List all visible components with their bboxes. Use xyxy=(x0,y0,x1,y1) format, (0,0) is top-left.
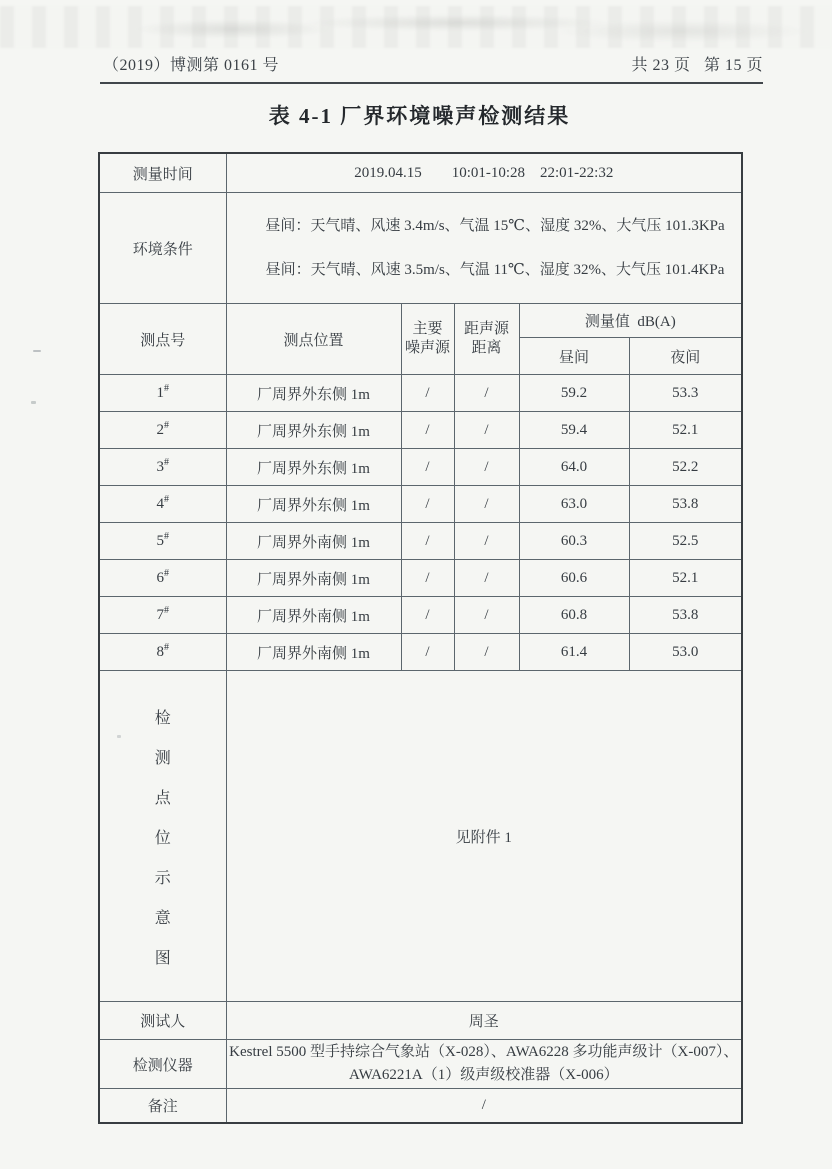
page-count: 共 23 页 第 15 页 xyxy=(631,57,763,74)
night-value: 53.8 xyxy=(629,597,742,634)
table-row xyxy=(99,560,742,597)
night-value: 53.0 xyxy=(629,634,742,671)
point-no: 7# xyxy=(99,597,226,634)
row-diagram xyxy=(99,671,742,1002)
day-value: 60.6 xyxy=(519,560,629,597)
source-distance: / xyxy=(454,634,519,671)
table-row xyxy=(99,449,742,486)
point-location: 厂周界外东侧 1m xyxy=(226,375,401,412)
hash-mark: # xyxy=(164,493,169,505)
header-location: 测点位置 xyxy=(226,304,401,375)
remark-value: / xyxy=(226,1089,742,1124)
row-measurement-time xyxy=(99,153,742,193)
doc-number: （2019）博测第 0161 号 xyxy=(103,57,280,74)
hash-mark: # xyxy=(164,604,169,616)
night-value: 52.1 xyxy=(629,560,742,597)
point-no: 6# xyxy=(99,560,226,597)
header-measured-value: 测量值 dB(A) xyxy=(519,304,742,338)
environment-line-day: 昼间：天气晴、风速 3.4m/s、气温 15℃、湿度 32%、大气压 101.3KPa xyxy=(265,218,725,234)
source-distance: / xyxy=(454,449,519,486)
point-no: 3# xyxy=(99,449,226,486)
night-value: 52.2 xyxy=(629,449,742,486)
point-location: 厂周界外南侧 1m xyxy=(226,634,401,671)
hash-mark: # xyxy=(164,419,169,431)
point-no: 8# xyxy=(99,634,226,671)
page-header xyxy=(103,52,763,75)
night-value: 52.1 xyxy=(629,412,742,449)
table-row xyxy=(99,486,742,523)
source-distance: / xyxy=(454,486,519,523)
source-distance: / xyxy=(454,560,519,597)
noise-source: / xyxy=(401,634,454,671)
header-noise-source: 主要 噪声源 xyxy=(401,304,454,375)
table-row xyxy=(99,597,742,634)
noise-source: / xyxy=(401,597,454,634)
hash-mark: # xyxy=(164,567,169,579)
scan-noise-band xyxy=(0,6,832,48)
night-value: 53.3 xyxy=(629,375,742,412)
tester-value: 周圣 xyxy=(226,1002,742,1040)
table-header-row xyxy=(99,304,742,338)
source-distance: / xyxy=(454,523,519,560)
noise-source: / xyxy=(401,560,454,597)
header-point-no: 测点号 xyxy=(99,304,226,375)
environment-label: 环境条件 xyxy=(99,193,226,304)
noise-source: / xyxy=(401,449,454,486)
source-distance: / xyxy=(454,412,519,449)
hash-mark: # xyxy=(164,530,169,542)
day-value: 64.0 xyxy=(519,449,629,486)
measurement-time-value: 2019.04.15 10:01-10:28 22:01-22:32 xyxy=(226,153,742,193)
day-value: 60.3 xyxy=(519,523,629,560)
hash-mark: # xyxy=(164,456,169,468)
point-location: 厂周界外东侧 1m xyxy=(226,412,401,449)
instruments-label: 检测仪器 xyxy=(99,1040,226,1089)
page-title: 表 4-1 厂界环境噪声检测结果 xyxy=(268,104,571,128)
point-no: 2# xyxy=(99,412,226,449)
source-distance: / xyxy=(454,597,519,634)
hash-mark: # xyxy=(164,641,169,653)
environment-value xyxy=(226,193,742,304)
tester-label: 测试人 xyxy=(99,1002,226,1040)
point-location: 厂周界外东侧 1m xyxy=(226,486,401,523)
source-distance: / xyxy=(454,375,519,412)
header-distance: 距声源 距离 xyxy=(454,304,519,375)
header-daytime: 昼间 xyxy=(519,338,629,375)
diagram-label: 检 测 点 位 示 意 图 xyxy=(99,671,226,1002)
point-location: 厂周界外南侧 1m xyxy=(226,597,401,634)
point-no: 5# xyxy=(99,523,226,560)
remark-label: 备注 xyxy=(99,1089,226,1124)
scan-artifact xyxy=(33,350,41,352)
instruments-value: Kestrel 5500 型手持综合气象站（X-028）、AWA6228 多功能声级计（X-007）、AWA6221A（1）级声级校准器（X-006） xyxy=(226,1040,742,1089)
day-value: 59.2 xyxy=(519,375,629,412)
point-location: 厂周界外南侧 1m xyxy=(226,560,401,597)
day-value: 60.8 xyxy=(519,597,629,634)
row-remark xyxy=(99,1089,742,1124)
noise-source: / xyxy=(401,523,454,560)
noise-source: / xyxy=(401,486,454,523)
day-value: 59.4 xyxy=(519,412,629,449)
day-value: 61.4 xyxy=(519,634,629,671)
point-location: 厂周界外南侧 1m xyxy=(226,523,401,560)
row-tester xyxy=(99,1002,742,1040)
table-row xyxy=(99,523,742,560)
noise-source: / xyxy=(401,412,454,449)
noise-source: / xyxy=(401,375,454,412)
header-nighttime: 夜间 xyxy=(629,338,742,375)
scan-artifact xyxy=(31,401,36,404)
hash-mark: # xyxy=(164,382,169,394)
point-no: 4# xyxy=(99,486,226,523)
row-instruments xyxy=(99,1040,742,1089)
diagram-content: 见附件 1 xyxy=(226,671,742,1002)
measurement-time-label: 测量时间 xyxy=(99,153,226,193)
night-value: 53.8 xyxy=(629,486,742,523)
point-no: 1# xyxy=(99,375,226,412)
point-location: 厂周界外东侧 1m xyxy=(226,449,401,486)
table-row xyxy=(99,634,742,671)
environment-line-night: 昼间：天气晴、风速 3.5m/s、气温 11℃、湿度 32%、大气压 101.4KPa xyxy=(265,262,725,278)
day-value: 63.0 xyxy=(519,486,629,523)
night-value: 52.5 xyxy=(629,523,742,560)
header-rule xyxy=(100,82,763,84)
noise-table xyxy=(98,152,743,1124)
table-row xyxy=(99,412,742,449)
table-row xyxy=(99,375,742,412)
row-environment xyxy=(99,193,742,304)
